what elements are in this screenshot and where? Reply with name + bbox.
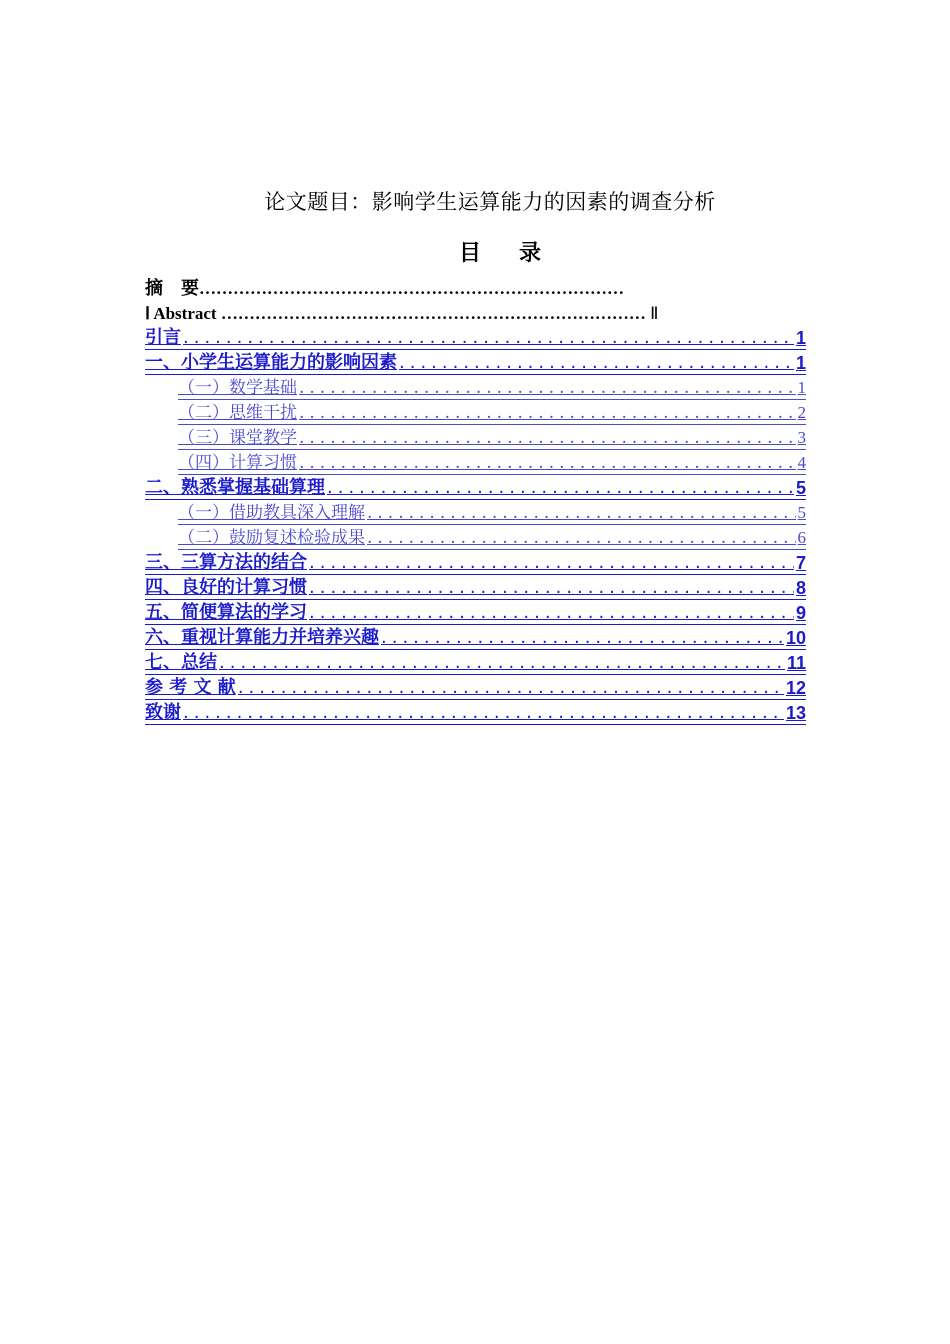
toc-entry-page-number: 8 bbox=[795, 578, 806, 598]
toc-entry-link[interactable] bbox=[145, 650, 806, 675]
toc-entry-link[interactable] bbox=[145, 550, 806, 575]
toc-entry-label: （四）计算习惯 bbox=[178, 453, 297, 473]
toc-entry-link[interactable] bbox=[178, 400, 806, 425]
toc-entry-link[interactable] bbox=[145, 625, 806, 650]
toc-abstract-line bbox=[145, 277, 624, 301]
toc-entry-page-number: 1 bbox=[795, 328, 806, 348]
toc-entry-page-number: 5 bbox=[797, 503, 806, 522]
toc-entry-page-number: 1 bbox=[797, 378, 806, 397]
toc-abstract-en-page: Ⅱ bbox=[650, 304, 659, 323]
toc-entry-label: （二）鼓励复述检验成果 bbox=[178, 528, 365, 548]
toc-heading-char-1: 目 bbox=[458, 241, 481, 266]
toc-entry-page-number: 12 bbox=[785, 678, 806, 698]
toc-abstract-en-label: Ⅰ Abstract bbox=[145, 304, 217, 323]
thesis-title: 论文题目：影响学生运算能力的因素的调查分析 bbox=[264, 190, 716, 214]
toc-entry-link[interactable] bbox=[178, 425, 806, 450]
toc-entry-label: 四、良好的计算习惯 bbox=[145, 577, 307, 598]
toc-dot-leader bbox=[219, 652, 785, 674]
toc-entry-link[interactable] bbox=[178, 525, 806, 550]
toc-entry-link[interactable] bbox=[178, 450, 806, 475]
toc-entry-link[interactable] bbox=[145, 600, 806, 625]
toc-entry-label: （二）思维干扰 bbox=[178, 403, 297, 423]
toc-entry-link[interactable] bbox=[145, 350, 806, 375]
toc-entry-page-number: 13 bbox=[785, 703, 806, 723]
toc-entry-label: 参 考 文 献 bbox=[145, 677, 236, 698]
toc-entry-label: 七、总结 bbox=[145, 652, 217, 673]
toc-entry-page-number: 5 bbox=[795, 478, 806, 498]
toc-dot-leader bbox=[299, 402, 796, 424]
toc-heading-char-2: 录 bbox=[519, 241, 542, 266]
toc-entry-page-number: 1 bbox=[795, 353, 806, 373]
toc-entry-link[interactable] bbox=[178, 375, 806, 400]
toc-entry-link[interactable] bbox=[145, 675, 806, 700]
toc-dot-leader bbox=[327, 477, 794, 499]
toc-dot-leader bbox=[367, 527, 796, 549]
toc-entry-page-number: 7 bbox=[795, 553, 806, 573]
toc-dot-leader bbox=[309, 577, 794, 599]
toc-heading bbox=[0, 236, 950, 267]
toc-dot-leader bbox=[309, 602, 794, 624]
toc-abstract-en-line bbox=[145, 302, 658, 326]
toc-entry-page-number: 9 bbox=[795, 603, 806, 623]
toc-abstract-label: 摘 要 bbox=[145, 278, 199, 299]
toc-dot-leader bbox=[399, 352, 794, 374]
toc-entry-label: 引言 bbox=[145, 327, 181, 348]
toc-entry-label: （三）课堂教学 bbox=[178, 428, 297, 448]
toc-dot-leader bbox=[299, 427, 796, 449]
toc-entry-link[interactable] bbox=[145, 700, 806, 725]
toc-entry-label: （一）借助教具深入理解 bbox=[178, 503, 365, 523]
toc-entry-label: 一、小学生运算能力的影响因素 bbox=[145, 352, 397, 373]
toc-entry-link[interactable] bbox=[145, 475, 806, 500]
toc-entry-label: （一）数学基础 bbox=[178, 378, 297, 398]
toc-entry-link[interactable] bbox=[145, 575, 806, 600]
toc-entry-link[interactable] bbox=[145, 325, 806, 350]
toc-abstract-leader: ………………………………………………………………… bbox=[199, 279, 624, 298]
toc-entry-page-number: 11 bbox=[786, 653, 806, 673]
toc-dot-leader bbox=[183, 702, 784, 724]
toc-entry-label: 五、简便算法的学习 bbox=[145, 602, 307, 623]
toc-dot-leader bbox=[381, 627, 784, 649]
toc-dot-leader bbox=[238, 677, 784, 699]
toc-entry-label: 致谢 bbox=[145, 702, 181, 723]
toc-entry-page-number: 10 bbox=[785, 628, 806, 648]
toc-dot-leader bbox=[299, 377, 796, 399]
toc-entry-page-number: 4 bbox=[797, 453, 806, 472]
toc-entry-label: 三、三算方法的结合 bbox=[145, 552, 307, 573]
toc-entry-link[interactable] bbox=[178, 500, 806, 525]
table-of-contents bbox=[145, 325, 806, 725]
toc-dot-leader bbox=[299, 452, 796, 474]
toc-dot-leader bbox=[367, 502, 796, 524]
toc-entry-page-number: 3 bbox=[797, 428, 806, 447]
toc-dot-leader bbox=[183, 327, 794, 349]
toc-entry-label: 六、重视计算能力并培养兴趣 bbox=[145, 627, 379, 648]
toc-entry-page-number: 6 bbox=[797, 528, 806, 547]
toc-abstract-en-leader: ………………………………………………………………… bbox=[220, 304, 646, 323]
toc-entry-label: 二、熟悉掌握基础算理 bbox=[145, 477, 325, 498]
toc-dot-leader bbox=[309, 552, 794, 574]
toc-entry-page-number: 2 bbox=[797, 403, 806, 422]
